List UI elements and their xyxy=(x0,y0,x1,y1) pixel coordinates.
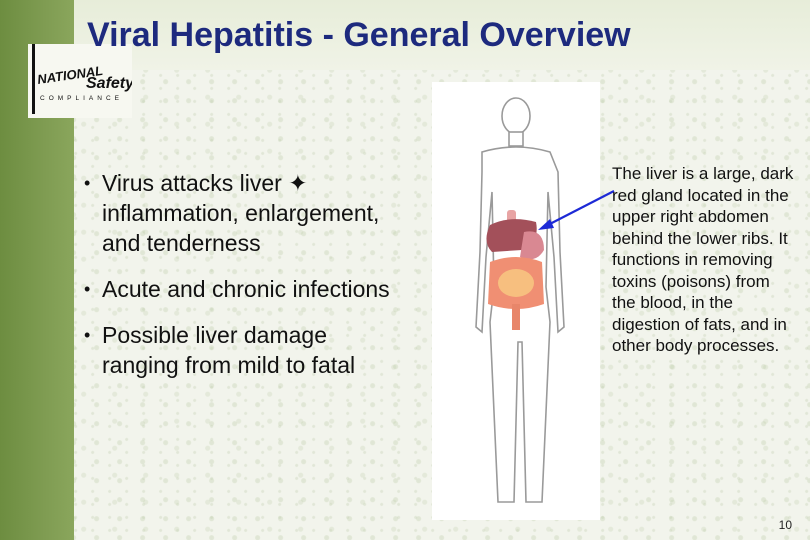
neck xyxy=(509,132,523,146)
human-body-illustration xyxy=(432,82,600,520)
bullet-item xyxy=(84,168,404,258)
logo-compliance-text: COMPLIANCE xyxy=(40,95,123,102)
liver-description: The liver is a large, dark red gland located in the upper right abdomen behind the lower ribs. It functions in removing toxins (poisons) from the blood, in the digestion of fats, and in other body processes. xyxy=(612,164,794,355)
bullet-text: Possible liver damage ranging from mild to fatal xyxy=(102,322,356,378)
arrow-head-icon xyxy=(538,219,554,230)
small-intestine xyxy=(498,269,534,297)
rectum xyxy=(512,304,520,330)
arrow-star-icon: ✦ xyxy=(288,170,308,196)
bullet-continuation: inflammation, enlargement, and tenderness xyxy=(102,200,380,256)
bullet-item xyxy=(84,274,404,304)
bullet-list xyxy=(84,168,404,396)
logo-graphic xyxy=(28,44,132,118)
page-number: 10 xyxy=(778,518,792,532)
logo-safety-text: Safety xyxy=(86,75,132,92)
anatomy-figure-panel xyxy=(432,82,600,520)
logo-left-rule xyxy=(32,44,35,114)
bullet-text: Virus attacks liver xyxy=(102,170,282,196)
logo-national-text: NATIONAL xyxy=(36,62,104,87)
head xyxy=(502,98,530,134)
liver-pointer-arrow xyxy=(530,185,620,235)
arrow-line xyxy=(544,191,614,227)
bullet-text: Acute and chronic infections xyxy=(102,276,390,302)
page-title: Viral Hepatitis - General Overview xyxy=(87,16,631,54)
company-logo xyxy=(28,44,132,118)
bullet-item xyxy=(84,320,404,380)
